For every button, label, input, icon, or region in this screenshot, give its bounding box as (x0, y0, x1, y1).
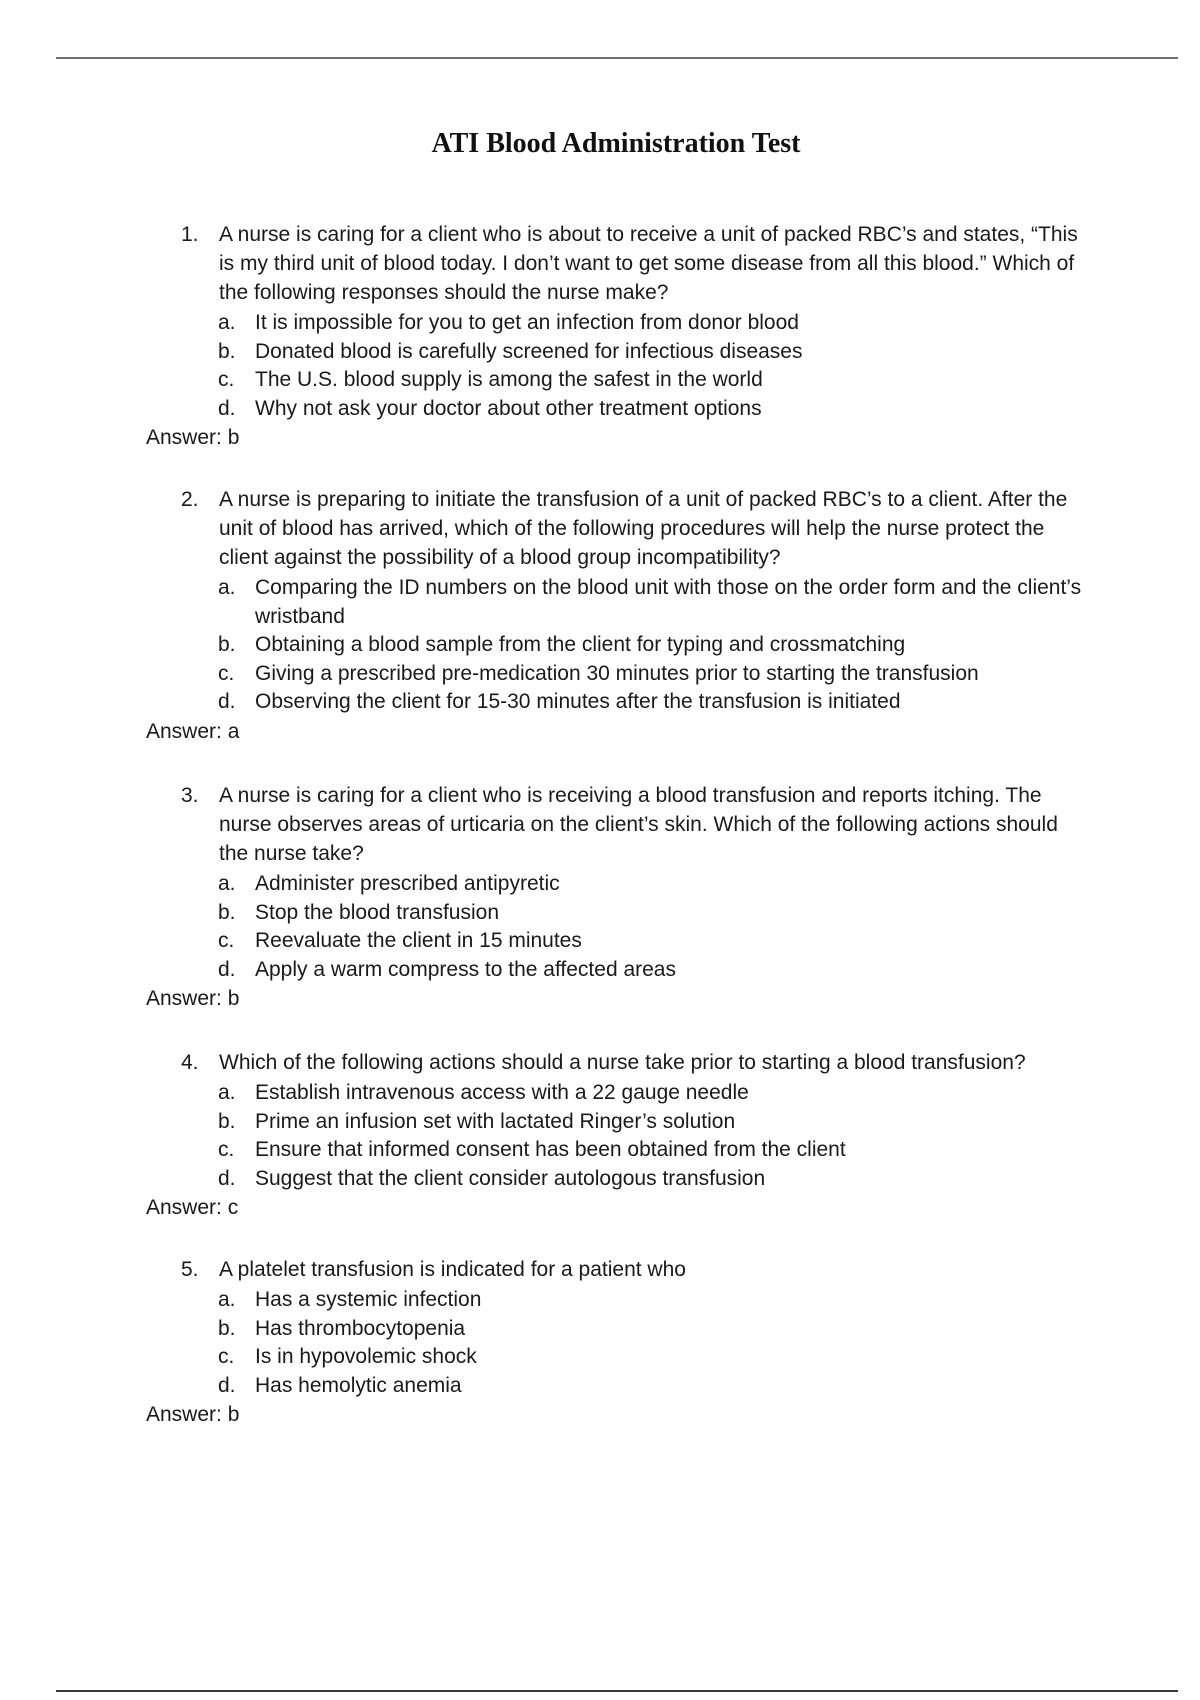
options-list (0, 309, 1200, 423)
options-list (0, 870, 1200, 984)
option-b (0, 338, 1085, 367)
option-c (0, 366, 1085, 395)
option-text: Apply a warm compress to the affected areas (255, 957, 676, 981)
option-text: Obtaining a blood sample from the client for typing and crossmatching (255, 633, 906, 656)
bottom-divider (56, 1690, 1178, 1692)
top-divider (56, 57, 1178, 59)
options-list (0, 1286, 1200, 1400)
option-text: Observing the client for 15-30 minutes after the transfusion is initiated (255, 690, 901, 713)
answer-line: Answer: b (146, 426, 240, 449)
options-list (0, 574, 1200, 717)
option-text: Comparing the ID numbers on the blood unit with those on the order form and the client’s wristband (255, 576, 1082, 628)
option-letter: c. (218, 661, 235, 685)
option-letter: a. (218, 1081, 236, 1104)
option-letter: a. (218, 1288, 236, 1311)
question-number: 3. (181, 784, 199, 807)
question-text: A nurse is caring for a client who is receiving a blood transfusion and reports itching. The nurse observes areas of urticaria on the client’s skin. Which of the following actions should the nurse take? (219, 784, 1058, 865)
option-text: Reevaluate the client in 15 minutes (255, 929, 582, 952)
document-title: ATI Blood Administration Test (431, 128, 801, 159)
option-text: Has a systemic infection (255, 1288, 482, 1311)
option-letter: d. (218, 396, 236, 420)
question-3 (0, 781, 1200, 1014)
option-d (0, 956, 1085, 985)
option-letter: c. (218, 929, 235, 952)
option-letter: d. (218, 1166, 236, 1190)
option-text: Stop the blood transfusion (255, 900, 500, 924)
question-4 (0, 1048, 1200, 1223)
option-b (0, 1108, 1085, 1137)
option-letter: b. (218, 900, 236, 924)
question-stem (0, 1048, 1079, 1077)
option-text: Has thrombocytopenia (255, 1316, 466, 1340)
option-letter: b. (218, 633, 236, 656)
option-a (0, 1079, 1085, 1108)
option-letter: d. (218, 690, 236, 713)
option-d (0, 395, 1085, 424)
question-stem (0, 1255, 1079, 1284)
option-c (0, 1136, 1085, 1165)
question-text: A nurse is caring for a client who is about to receive a unit of packed RBC’s and states, “This is my third unit of blood today. I don’t want to get some disease from all this blood.” Which of the following responses should the nurse make? (219, 223, 1078, 304)
option-letter: b. (218, 339, 236, 363)
question-number: 4. (181, 1051, 199, 1074)
option-a (0, 574, 1085, 631)
option-text: Ensure that informed consent has been obtained from the client (255, 1138, 846, 1161)
question-1 (0, 220, 1200, 453)
option-d (0, 688, 1085, 717)
question-text: Which of the following actions should a nurse take prior to starting a blood transfusion? (219, 1051, 1026, 1074)
option-a (0, 870, 1085, 899)
option-text: Is in hypovolemic shock (255, 1345, 477, 1368)
question-stem (0, 781, 1079, 868)
option-letter: a. (218, 311, 236, 334)
option-letter: a. (218, 576, 236, 599)
question-text: A nurse is preparing to initiate the transfusion of a unit of packed RBC’s to a client. After the unit of blood has arrived, which of the following procedures will help the nurse protect the client against the possibility of a blood group incompatibility? (219, 488, 1068, 569)
answer-line: Answer: b (146, 1403, 240, 1426)
options-list (0, 1079, 1200, 1193)
option-text: It is impossible for you to get an infection from donor blood (255, 311, 799, 334)
option-text: Prime an infusion set with lactated Ringer’s solution (255, 1109, 736, 1133)
option-text: Suggest that the client consider autologous transfusion (255, 1166, 766, 1190)
question-stem (0, 485, 1079, 572)
answer-line: Answer: c (146, 1196, 239, 1219)
question-stem (0, 220, 1079, 307)
option-text: Administer prescribed antipyretic (255, 872, 560, 895)
question-number: 1. (181, 223, 199, 246)
option-b (0, 1315, 1085, 1344)
answer-line: Answer: a (146, 719, 240, 743)
option-letter: a. (218, 872, 236, 895)
option-text: Establish intravenous access with a 22 gauge needle (255, 1081, 749, 1104)
option-text: The U.S. blood supply is among the safest in the world (255, 368, 763, 391)
option-d (0, 1372, 1085, 1401)
option-text: Donated blood is carefully screened for infectious diseases (255, 339, 803, 363)
option-b (0, 631, 1085, 660)
option-letter: c. (218, 1345, 235, 1368)
option-c (0, 927, 1085, 956)
option-a (0, 309, 1085, 338)
option-text: Has hemolytic anemia (255, 1373, 462, 1397)
option-text: Why not ask your doctor about other treatment options (255, 396, 762, 420)
option-a (0, 1286, 1085, 1315)
option-c (0, 660, 1085, 689)
option-d (0, 1165, 1085, 1194)
question-text: A platelet transfusion is indicated for a patient who (219, 1258, 686, 1281)
option-letter: c. (218, 368, 235, 391)
option-b (0, 899, 1085, 928)
question-5 (0, 1255, 1200, 1430)
question-2 (0, 485, 1200, 747)
option-c (0, 1343, 1085, 1372)
option-letter: d. (218, 1373, 236, 1397)
option-letter: b. (218, 1316, 236, 1340)
option-letter: c. (218, 1138, 235, 1161)
option-letter: d. (218, 957, 236, 981)
answer-line: Answer: b (146, 987, 240, 1010)
option-text: Giving a prescribed pre-medication 30 minutes prior to starting the transfusion (255, 661, 979, 685)
question-number: 5. (181, 1258, 199, 1281)
question-number: 2. (181, 488, 199, 511)
option-letter: b. (218, 1109, 236, 1133)
